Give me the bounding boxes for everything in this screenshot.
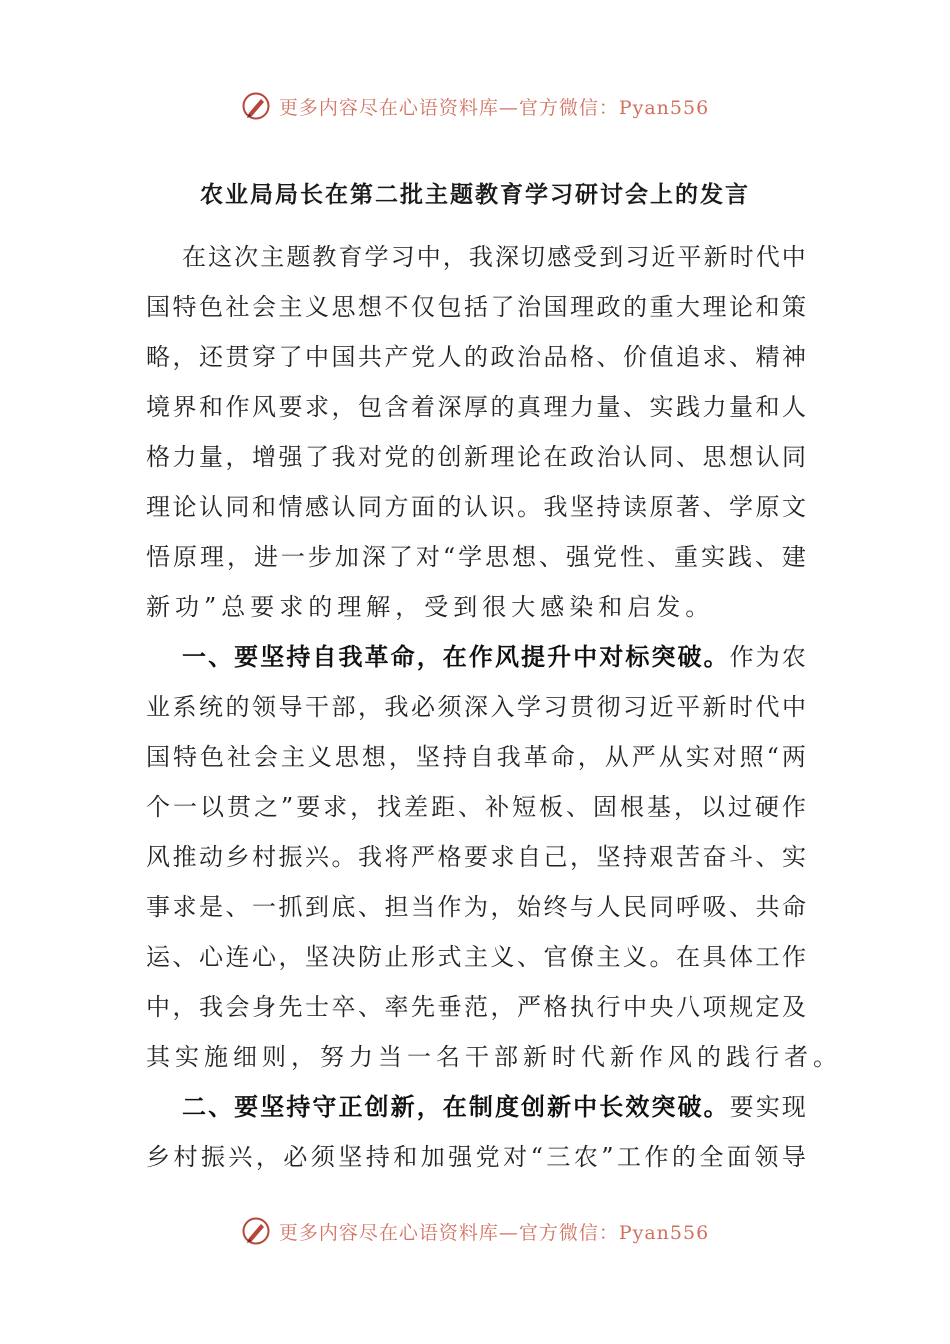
- text-line: 个 一 以 贯 之 ” 要 求 ， 找 差 距 、 补 短 板 、 固 根 基 ， 以 过 硬 作: [146, 793, 806, 821]
- banner-text: 更多内容尽在心语资料库—官方微信：Pyan556: [278, 1221, 710, 1244]
- text-line: 国 特 色 社 会 主 义 思 想 ， 坚 持 自 我 革 命 ， 从 严 从 实 对 照 “ 两: [146, 743, 806, 771]
- text-line: 国 特 色 社 会 主 义 思 想 不 仅 包 括 了 治 国 理 政 的 重 大 理 论 和 策: [146, 293, 806, 321]
- text-line: 新 功 ” 总 要 求 的 理 解 ， 受 到 很 大 感 染 和 启 发 。: [146, 593, 710, 621]
- text-line: 理 论 认 同 和 情 感 认 同 方 面 的 认 识 。 我 坚 持 读 原 著 、 学 原 文: [146, 493, 806, 521]
- text-line: 其 实 施 细 则 ， 努 力 当 一 名 干 部 新 时 代 新 作 风 的 践 行 者 。: [146, 1043, 837, 1071]
- text-line: 二 、 要 坚 持 守 正 创 新 ， 在 制 度 创 新 中 长 效 突 破 。 要 实 现: [182, 1092, 806, 1121]
- text-line: 格 力 量 ， 增 强 了 我 对 党 的 创 新 理 论 在 政 治 认 同 、 思 想 认 同: [146, 443, 806, 471]
- text-line: 事 求 是 、 一 抓 到 底 、 担 当 作 为 ， 始 终 与 人 民 同 呼 吸 、 共 命: [146, 893, 806, 921]
- document-title: 农业局局长在第二批主题教育学习研讨会上的发言: [200, 181, 750, 208]
- pen-logo-icon: [241, 91, 271, 121]
- text-line: 中 ， 我 会 身 先 士 卒 、 率 先 垂 范 ， 严 格 执 行 中 央 八 项 规 定 及: [146, 993, 806, 1021]
- text-line: 运 、 心 连 心 ， 坚 决 防 止 形 式 主 义 、 官 僚 主 义 。 在 具 体 工 作: [146, 943, 806, 971]
- text-line: 境 界 和 作 风 要 求 ， 包 含 着 深 厚 的 真 理 力 量 、 实 践 力 量 和 人: [146, 393, 806, 421]
- banner-text: 更多内容尽在心语资料库—官方微信：Pyan556: [278, 96, 710, 119]
- text-line: 乡 村 振 兴 ， 必 须 坚 持 和 加 强 党 对 “ 三 农 ” 工 作 的 全 面 领 导: [146, 1143, 806, 1171]
- pen-logo-icon: [241, 1216, 271, 1246]
- text-line: 略 ， 还 贯 穿 了 中 国 共 产 党 人 的 政 治 品 格 、 价 值 追 求 、 精 神: [146, 343, 806, 371]
- document-body: [146, 232, 837, 1182]
- text-line: 一 、 要 坚 持 自 我 革 命 ， 在 作 风 提 升 中 对 标 突 破 。 作 为 农: [182, 642, 806, 671]
- footer-banner: [0, 1211, 950, 1251]
- header-banner: [0, 86, 950, 126]
- text-line: 悟 原 理 ， 进 一 步 加 深 了 对 “ 学 思 想 、 强 党 性 、 重 实 践 、 建: [146, 543, 806, 571]
- text-line: 在 这 次 主 题 教 育 学 习 中 ， 我 深 切 感 受 到 习 近 平 新 时 代 中: [182, 243, 806, 271]
- text-line: 业 系 统 的 领 导 干 部 ， 我 必 须 深 入 学 习 贯 彻 习 近 平 新 时 代 中: [146, 693, 806, 721]
- text-line: 风 推 动 乡 村 振 兴 。 我 将 严 格 要 求 自 己 ， 坚 持 艰 苦 奋 斗 、 实: [146, 843, 806, 871]
